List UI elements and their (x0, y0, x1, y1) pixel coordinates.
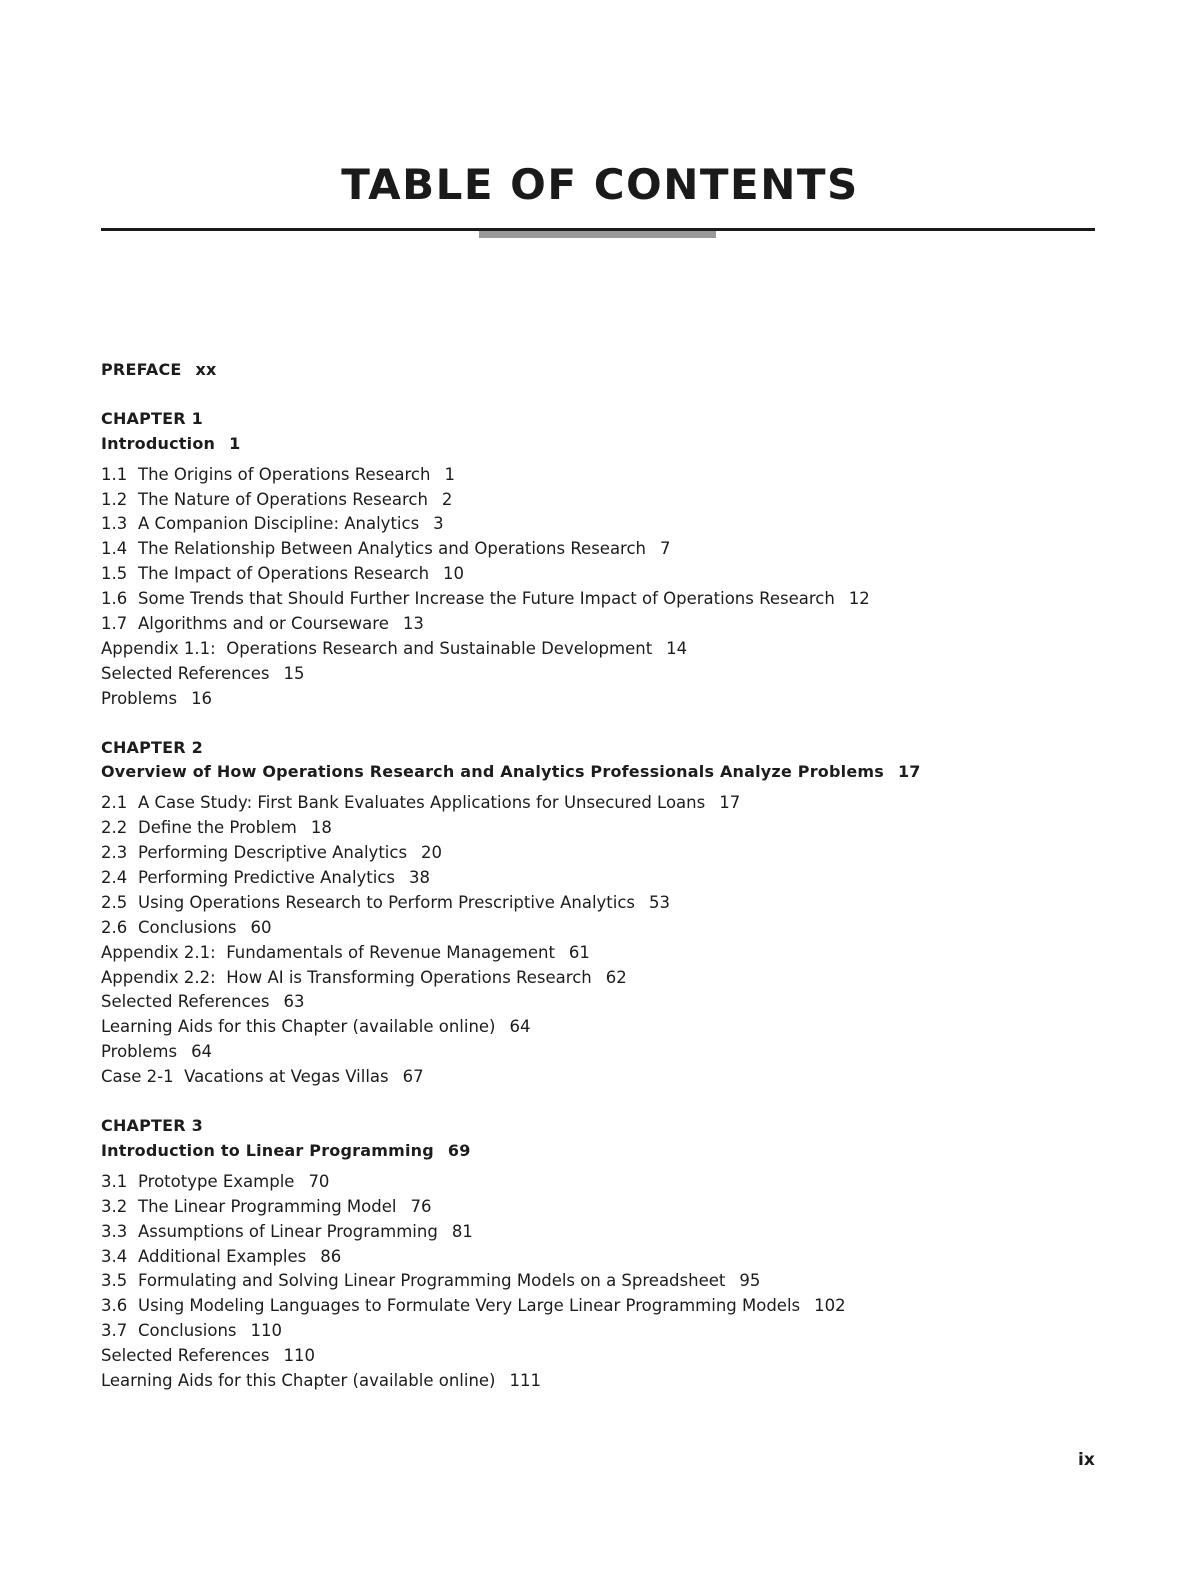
section-page: 76 (410, 1196, 432, 1216)
section-number: 3.4 (101, 1246, 128, 1266)
section-entry[interactable] (101, 562, 1101, 587)
section-title: Performing Predictive Analytics (138, 868, 396, 888)
chapter-spacer (101, 712, 1101, 736)
extra-title: Appendix 2.2: How AI is Transforming Operations Research (101, 967, 592, 987)
extra-page: 14 (666, 638, 688, 658)
extra-entry[interactable] (101, 966, 1101, 991)
extra-title: Selected References (101, 992, 270, 1012)
section-entry[interactable] (101, 1245, 1101, 1270)
page-number: ix (1078, 1450, 1095, 1470)
section-number: 3.7 (101, 1321, 128, 1341)
extra-title: Selected References (101, 663, 270, 683)
section-number: 2.1 (101, 793, 128, 813)
section-title: Conclusions (138, 917, 237, 937)
section-number: 1.4 (101, 539, 128, 559)
extra-page: 64 (191, 1042, 213, 1062)
chapter-title: Overview of How Operations Research and Analytics Professionals Analyze Problems (101, 762, 884, 782)
section-page: 102 (814, 1296, 846, 1316)
section-number: 1.6 (101, 589, 128, 609)
section-number: 1.7 (101, 614, 128, 634)
section-entry[interactable] (101, 841, 1101, 866)
section-page: 18 (310, 818, 332, 838)
section-title: Formulating and Solving Linear Programming Models on a Spreadsheet (138, 1271, 726, 1291)
extra-page: 64 (509, 1017, 531, 1037)
section-page: 10 (443, 564, 465, 584)
section-entry[interactable] (101, 1294, 1101, 1319)
preface-entry[interactable] (101, 358, 1101, 383)
extra-entry[interactable] (101, 1344, 1101, 1369)
extra-title: Problems (101, 1042, 178, 1062)
chapter-page: 17 (897, 762, 921, 782)
section-page: 81 (451, 1221, 473, 1241)
section-title: A Case Study: First Bank Evaluates Applications for Unsecured Loans (138, 793, 706, 813)
section-title: Using Operations Research to Perform Prescriptive Analytics (138, 892, 636, 912)
section-number: 2.6 (101, 917, 128, 937)
chapter-label: CHAPTER 2 (101, 737, 203, 757)
section-number: 2.3 (101, 843, 128, 863)
extra-entry[interactable] (101, 637, 1101, 662)
section-title: Conclusions (138, 1321, 237, 1341)
section-page: 3 (433, 514, 444, 534)
extra-title: Appendix 2.1: Fundamentals of Revenue Management (101, 942, 555, 962)
extra-entry[interactable] (101, 662, 1101, 687)
section-number: 3.2 (101, 1196, 128, 1216)
section-page: 60 (250, 917, 272, 937)
table-of-contents (101, 358, 1101, 1394)
section-page: 2 (441, 489, 453, 509)
section-entry[interactable] (101, 1319, 1101, 1344)
chapter-title: Introduction to Linear Programming (101, 1140, 434, 1160)
section-title: The Nature of Operations Research (138, 489, 428, 509)
chapter-title-entry[interactable] (101, 760, 1101, 785)
extra-page: 61 (568, 942, 590, 962)
extra-page: 62 (605, 967, 627, 987)
extra-page: 16 (191, 688, 213, 708)
section-entry[interactable] (101, 916, 1101, 941)
chapter-page: 1 (229, 433, 241, 453)
extra-page: 15 (283, 663, 305, 683)
section-title: Algorithms and or Courseware (138, 614, 389, 634)
section-page: 110 (250, 1321, 283, 1341)
extra-title: Appendix 1.1: Operations Research and Sustainable Development (101, 638, 653, 658)
section-entry[interactable] (101, 587, 1101, 612)
chapter-list (101, 383, 1101, 1394)
section-entry[interactable] (101, 1170, 1101, 1195)
section-page: 17 (719, 793, 741, 813)
section-page: 13 (402, 614, 424, 634)
section-entry[interactable] (101, 1269, 1101, 1294)
section-number: 2.4 (101, 868, 128, 888)
chapter-title-entry[interactable] (101, 1139, 1101, 1164)
chapter-label: CHAPTER 1 (101, 408, 203, 428)
page-title: TABLE OF CONTENTS (341, 160, 859, 209)
section-title: Some Trends that Should Further Increase the Future Impact of Operations Research (138, 589, 835, 609)
section-entry[interactable] (101, 891, 1101, 916)
chapter-spacer (101, 1090, 1101, 1114)
extra-title: Case 2-1 Vacations at Vegas Villas (101, 1067, 389, 1087)
extra-entry[interactable] (101, 990, 1101, 1015)
section-number: 2.5 (101, 892, 128, 912)
section-page: 70 (308, 1171, 330, 1191)
extra-entry[interactable] (101, 687, 1101, 712)
section-page: 38 (409, 868, 431, 888)
section-title: Assumptions of Linear Programming (138, 1221, 438, 1241)
extra-page: 67 (402, 1067, 424, 1087)
chapter-page: 69 (447, 1140, 471, 1160)
section-number: 3.5 (101, 1271, 128, 1291)
section-entry[interactable] (101, 537, 1101, 562)
section-title: Using Modeling Languages to Formulate Very Large Linear Programming Models (138, 1296, 801, 1316)
section-number: 1.3 (101, 514, 128, 534)
section-page: 86 (320, 1246, 342, 1266)
extra-page: 110 (283, 1346, 315, 1366)
section-entry[interactable] (101, 816, 1101, 841)
section-title: The Origins of Operations Research (138, 464, 431, 484)
chapter-title-entry[interactable] (101, 432, 1101, 457)
section-number: 3.1 (101, 1171, 128, 1191)
section-number: 1.2 (101, 489, 128, 509)
section-entry[interactable] (101, 866, 1101, 891)
section-title: Define the Problem (138, 818, 297, 838)
section-title: A Companion Discipline: Analytics (138, 514, 420, 534)
extra-entry[interactable] (101, 941, 1101, 966)
extra-page: 111 (509, 1370, 541, 1390)
section-number: 1.1 (101, 464, 128, 484)
section-page: 7 (660, 539, 671, 559)
chapter-spacer (101, 383, 1101, 407)
section-entry[interactable] (101, 463, 1101, 488)
section-page: 12 (848, 589, 870, 609)
chapter-title: Introduction (101, 433, 216, 453)
section-page: 20 (421, 843, 443, 863)
section-entry[interactable] (101, 1195, 1101, 1220)
section-entry[interactable] (101, 512, 1101, 537)
section-number: 1.5 (101, 564, 128, 584)
section-page: 95 (739, 1271, 761, 1291)
extra-title: Learning Aids for this Chapter (available online) (101, 1017, 496, 1037)
section-title: The Linear Programming Model (138, 1196, 397, 1216)
section-title: The Relationship Between Analytics and Operations Research (138, 539, 647, 559)
section-entry[interactable] (101, 791, 1101, 816)
section-number: 2.2 (101, 818, 128, 838)
preface-page: xx (195, 360, 217, 379)
section-number: 3.6 (101, 1296, 128, 1316)
section-title: Prototype Example (138, 1171, 295, 1191)
extra-entry[interactable] (101, 1369, 1101, 1394)
section-title: Performing Descriptive Analytics (138, 843, 408, 863)
title-accent-bar (479, 231, 716, 238)
section-title: Additional Examples (138, 1246, 307, 1266)
section-number: 3.3 (101, 1221, 128, 1241)
section-entry[interactable] (101, 1220, 1101, 1245)
preface-label: PREFACE (101, 360, 182, 379)
chapter-label: CHAPTER 3 (101, 1116, 203, 1136)
extra-entry[interactable] (101, 1040, 1101, 1065)
extra-title: Learning Aids for this Chapter (available online) (101, 1370, 496, 1390)
section-page: 1 (444, 464, 455, 484)
extra-entry[interactable] (101, 1015, 1101, 1040)
section-title: The Impact of Operations Research (138, 564, 430, 584)
extra-entry[interactable] (101, 1065, 1101, 1090)
extra-page: 63 (283, 992, 305, 1012)
section-entry[interactable] (101, 488, 1101, 513)
extra-title: Selected References (101, 1346, 270, 1366)
section-page: 53 (649, 892, 671, 912)
section-entry[interactable] (101, 612, 1101, 637)
extra-title: Problems (101, 688, 178, 708)
